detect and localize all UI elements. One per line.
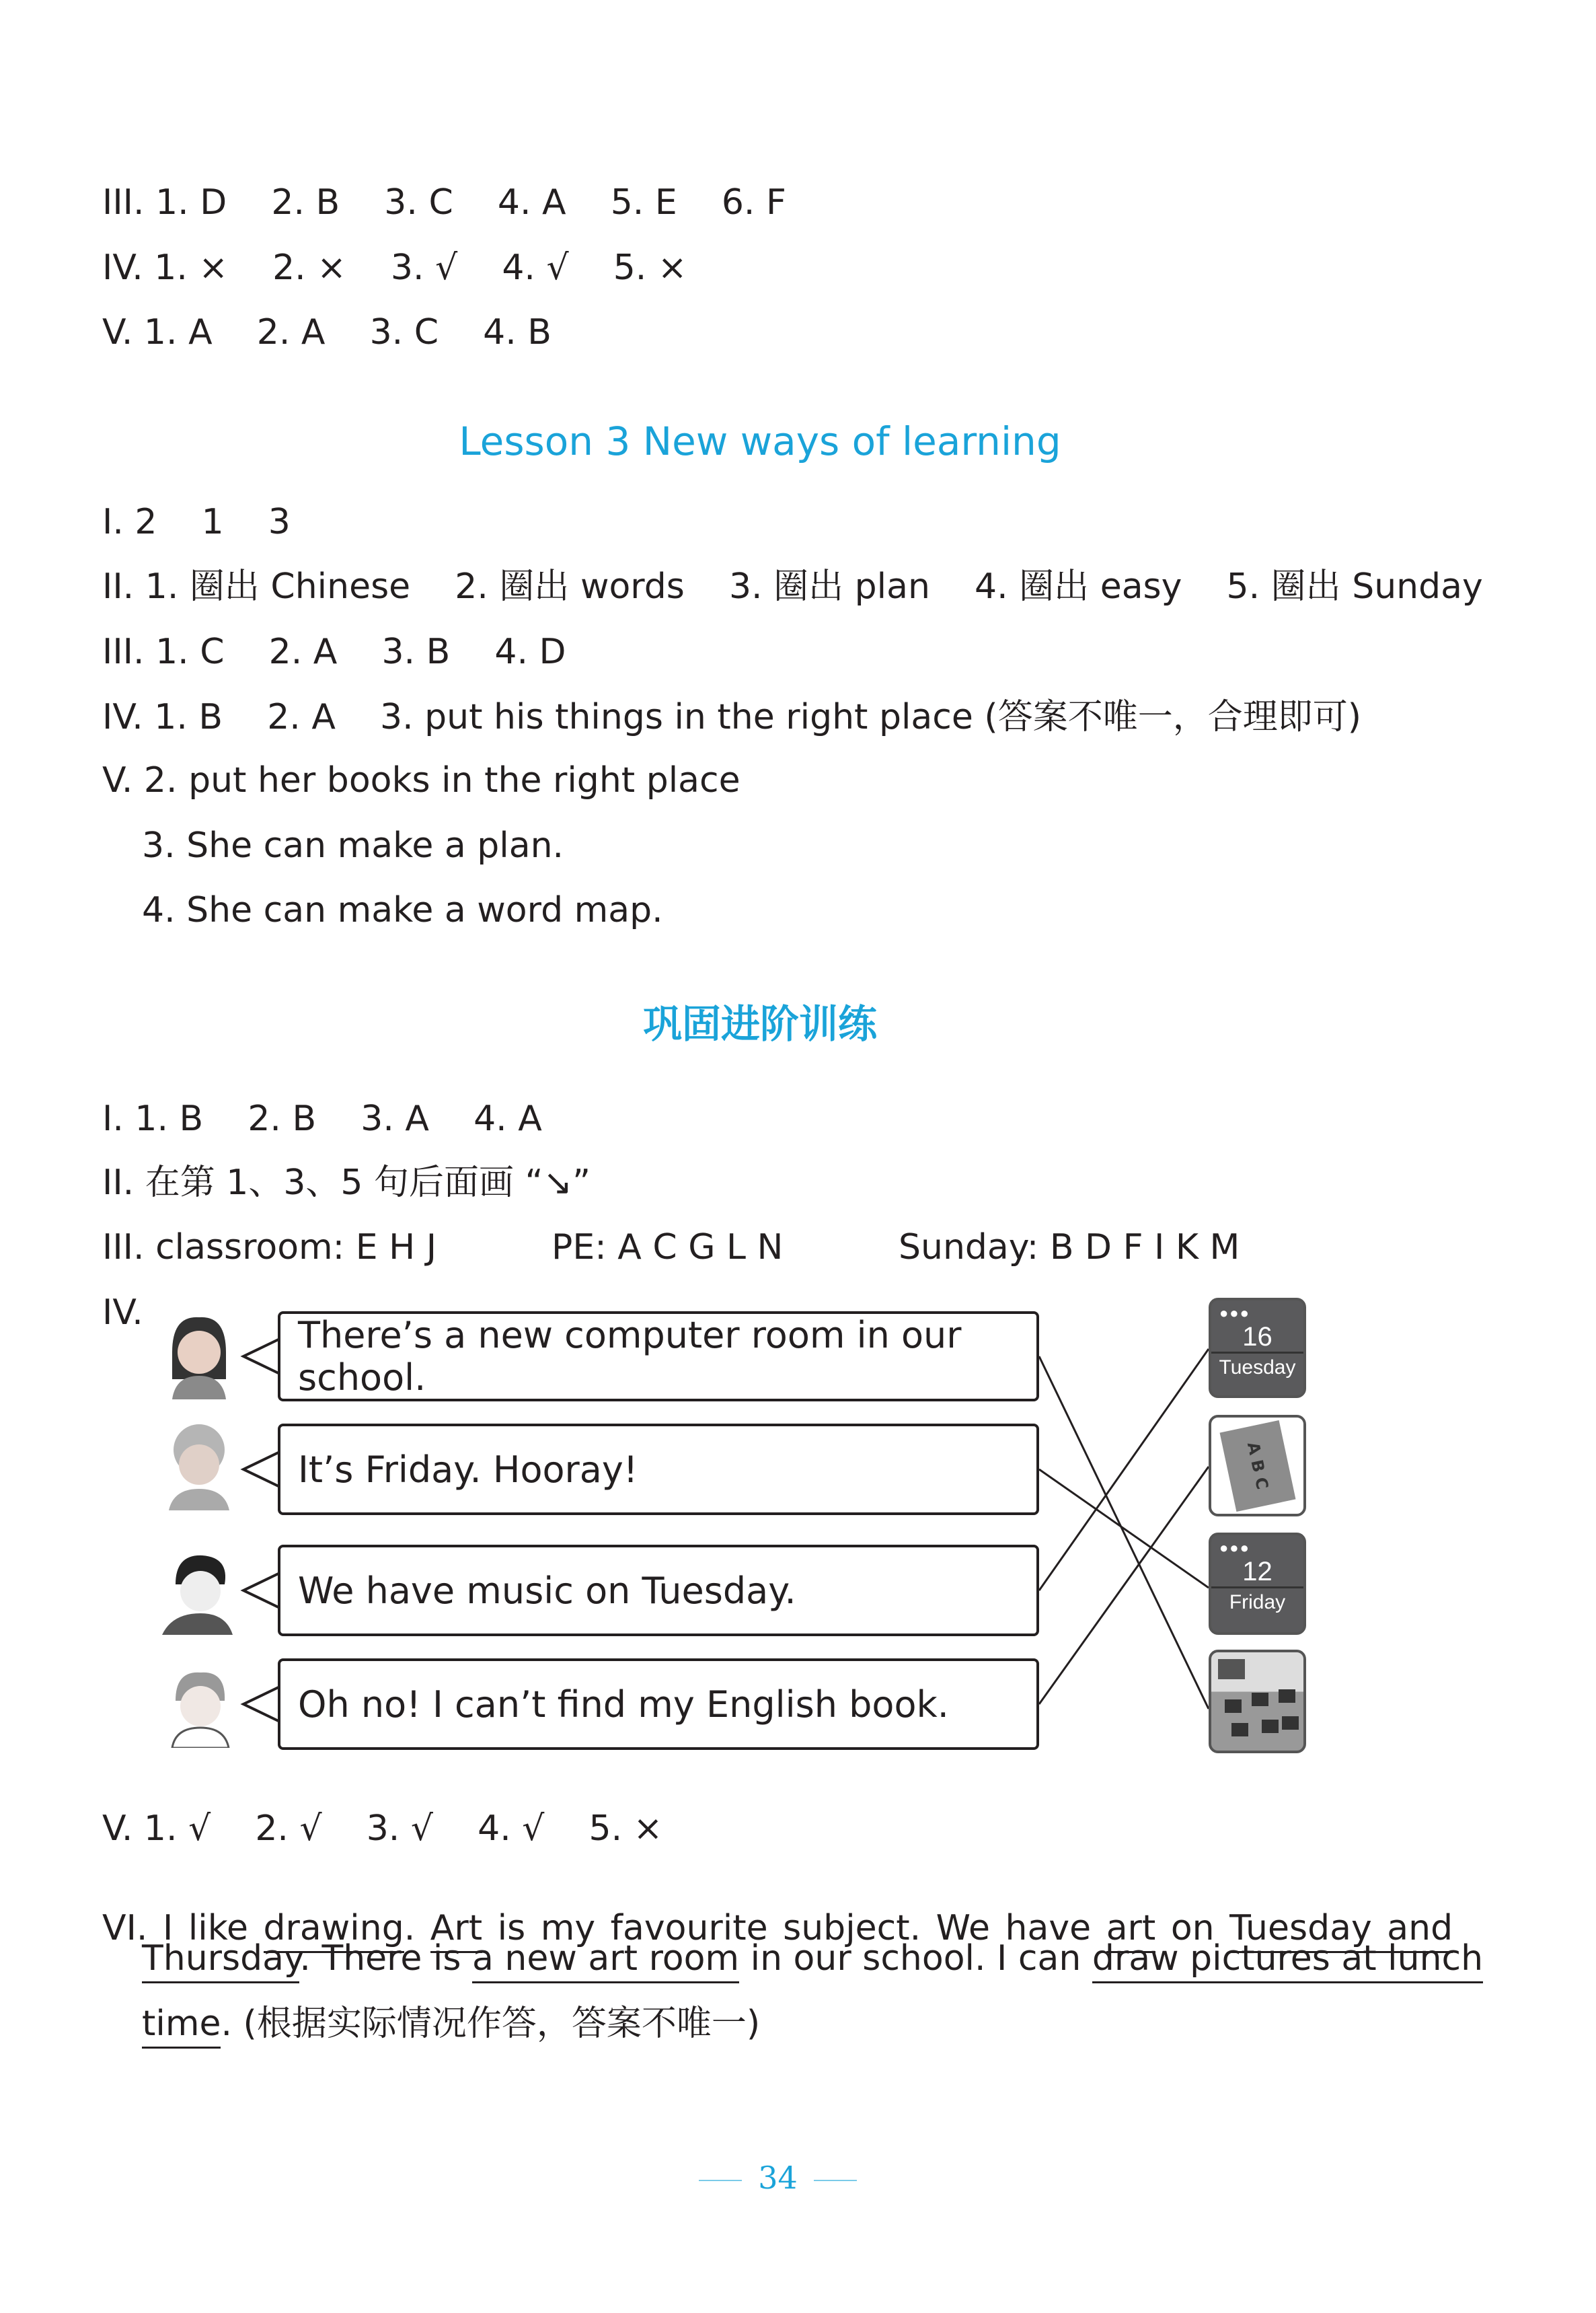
vi-text: . There is <box>299 1938 472 1979</box>
l3-iv: IV. 1. B 2. A 3. put his things in the right place (答案不唯一，合理即可) <box>102 697 1361 737</box>
adv-iv-label: IV. <box>102 1292 143 1333</box>
vi-answer: Thursday <box>142 1938 299 1983</box>
book-cover: A B C <box>1219 1420 1295 1511</box>
vi-answer: art <box>1106 1908 1156 1953</box>
calendar-day: Tuesday <box>1211 1352 1303 1379</box>
speech-bubble-2: It’s Friday. Hooray! <box>278 1424 1039 1515</box>
vi-text: is my favourite subject. We have <box>482 1908 1106 1948</box>
lesson-title: Lesson 3 New ways of learning <box>459 418 1061 464</box>
vi-answer: Art <box>430 1908 482 1953</box>
adv-i: I. 1. B 2. B 3. A 4. A <box>102 1099 542 1139</box>
abc-book-icon <box>1209 1415 1306 1516</box>
vi-text: . (根据实际情况作答，答案不唯一) <box>221 2004 761 2044</box>
calendar-day: Friday <box>1211 1586 1303 1614</box>
l3-iii: III. 1. C 2. A 3. B 4. D <box>102 632 566 672</box>
vi-answer: Tuesday and <box>1229 1908 1453 1953</box>
prev-iv: IV. 1. × 2. × 3. √ 4. √ 5. × <box>102 248 687 288</box>
computer-room-icon <box>1209 1650 1306 1753</box>
adv-iii-classroom: III. classroom: E H J <box>102 1227 437 1268</box>
adv-vi-line3 <box>142 2004 761 2044</box>
section-title: 巩固进阶训练 <box>642 1001 877 1047</box>
vi-text: VI. I like <box>102 1908 264 1948</box>
adv-iii-pe: PE: A C G L N <box>552 1227 784 1268</box>
speech-bubble-3: We have music on Tuesday. <box>278 1545 1039 1636</box>
vi-answer: a new art room <box>472 1938 739 1983</box>
divider <box>699 2180 742 2181</box>
vi-answer: time <box>142 2004 221 2049</box>
vi-answer: drawing <box>264 1908 404 1953</box>
vi-text: in our school. I can <box>739 1938 1092 1979</box>
adv-ii: II. 在第 1、3、5 句后面画 “↘” <box>102 1163 591 1203</box>
page-number: 34 <box>758 2160 798 2196</box>
page-footer <box>0 2160 1556 2196</box>
adv-vi-line2 <box>142 1938 1484 1979</box>
l3-v1: V. 2. put her books in the right place <box>102 760 740 801</box>
calendar-number: 12 <box>1242 1557 1272 1586</box>
vi-text: on <box>1155 1908 1230 1948</box>
l3-ii: II. 1. 圈出 Chinese 2. 圈出 words 3. 圈出 plan 4. 圈出 easy 5. 圈出 Sunday <box>102 566 1483 607</box>
adv-iii-sunday: Sunday: B D F I K M <box>899 1227 1240 1268</box>
l3-v2: 3. She can make a plan. <box>142 825 564 866</box>
adv-v: V. 1. √ 2. √ 3. √ 4. √ 5. × <box>102 1808 663 1849</box>
l3-i: I. 2 1 3 <box>102 502 291 542</box>
calendar-friday-icon: ●●● 12 Friday <box>1209 1533 1306 1635</box>
speech-bubble-1: There’s a new computer room in our school. <box>278 1311 1039 1401</box>
calendar-number: 16 <box>1242 1322 1272 1352</box>
prev-iii: III. 1. D 2. B 3. C 4. A 5. E 6. F <box>102 182 786 223</box>
vi-text: . <box>404 1908 430 1948</box>
calendar-tuesday-icon: ●●● 16 Tuesday <box>1209 1298 1306 1398</box>
prev-v: V. 1. A 2. A 3. C 4. B <box>102 312 552 353</box>
speech-bubble-4: Oh no! I can’t find my English book. <box>278 1658 1039 1750</box>
l3-v3: 4. She can make a word map. <box>142 890 663 930</box>
vi-answer: draw pictures at lunch <box>1092 1938 1483 1983</box>
divider <box>814 2180 857 2181</box>
adv-vi-line1 <box>102 1876 1453 1946</box>
